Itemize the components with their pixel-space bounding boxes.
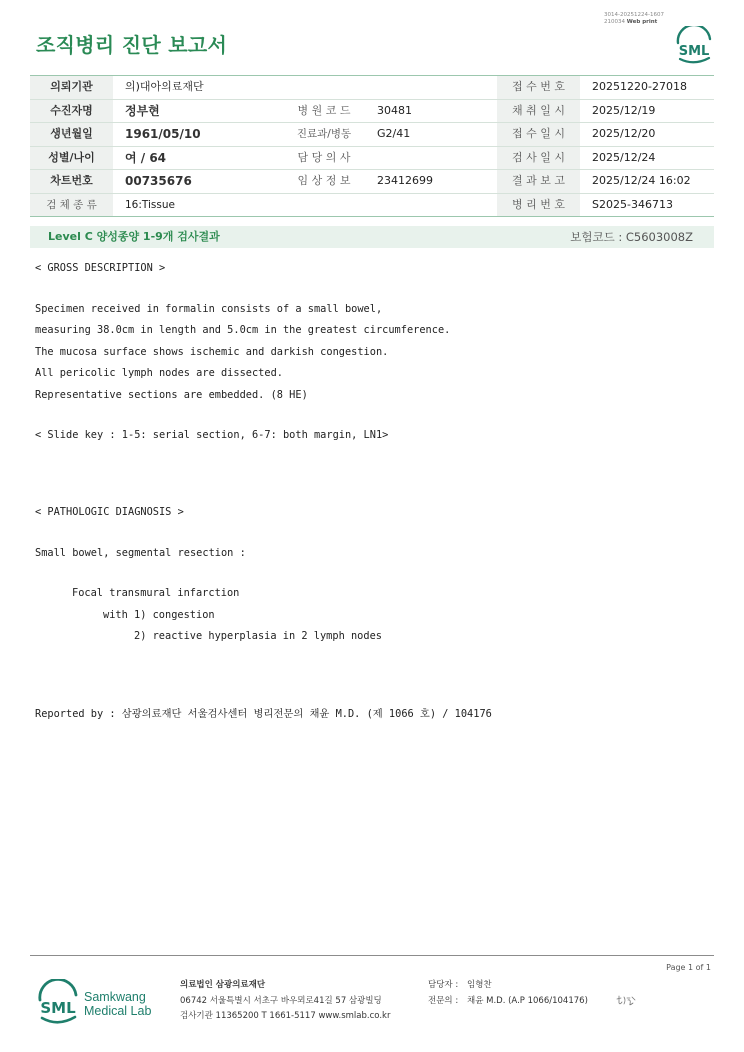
label-sex-age: 성별/나이 [30,147,113,170]
value-physician [365,147,497,170]
sml-footer-logo-icon [35,979,81,1027]
info-table [30,75,714,217]
sml-footer-logo-text: SML [40,999,76,1017]
value-received-date: 2025/12/20 [592,127,656,140]
brand-line-1: Samkwang [84,990,146,1004]
label-clinical-info: 임 상 정 보 [297,174,351,187]
label-requesting-org: 의뢰기관 [30,76,113,99]
value-accession-number: 20251220-27018 [592,80,687,93]
print-code: 210034 [604,19,625,25]
label-received-date: 접 수 일 시 [497,123,580,146]
gross-line: Representative sections are embedded. (8 HE) [35,389,308,401]
diagnosis-line: Focal transmural infarction [72,587,240,599]
gross-line: All pericolic lymph nodes are dissected. [35,367,283,379]
page-number: Page 1 of 1 [666,963,711,972]
label-specimen-type: 검 체 종 류 [30,194,113,217]
label-chart-number: 차트번호 [30,170,113,193]
test-name: Level C 양성종양 1-9개 검사결과 [48,230,220,243]
table-row [30,123,714,147]
label-patient-name: 수진자명 [30,100,113,123]
label-pathology-number: 병 리 번 호 [497,194,580,217]
gross-heading: < GROSS DESCRIPTION > [35,262,166,274]
gross-line: Specimen received in formalin consists of a small bowel, [35,303,383,315]
value-department-ward: G2/41 [377,127,411,140]
page-title: 조직병리 진단 보고서 [36,33,228,57]
table-row [30,76,714,100]
org-contact: 검사기관 11365200 T 1661-5117 www.smlab.co.kr [180,1011,391,1021]
print-id: 3014-20251224-1607 [604,12,664,18]
reported-by: Reported by : 삼광의료재단 서울검사센터 병리전문의 채윤 M.D. (제 1066 호) / 104176 [35,708,492,720]
specialist-name: 채윤 M.D. (A.P 1066/104176) [467,996,588,1006]
slide-key: < Slide key : 1-5: serial section, 6-7: both margin, LN1> [35,429,389,441]
value-test-date: 2025/12/24 [592,150,656,164]
sml-logo-icon [673,26,715,66]
value-pathology-number: S2025-346713 [592,197,673,211]
label-report-date: 결 과 보 고 [497,170,580,193]
table-row [30,147,714,171]
value-requesting-org: 의)대아의료재단 [125,80,204,93]
org-name: 의료법인 삼광의료재단 [180,980,266,990]
insurance-code: 보험코드 : C5603008Z [570,230,693,244]
specialist-label: 전문의 : [428,996,459,1006]
value-collection-date: 2025/12/19 [592,103,656,117]
label-hospital-code: 병 원 코 드 [297,103,351,117]
org-address: 06742 서울특별시 서초구 바우뫼로41길 57 삼광빌딩 [180,996,382,1006]
value-hospital-code: 30481 [377,103,412,117]
footer-divider [30,955,714,956]
gross-line: The mucosa surface shows ischemic and darkish congestion. [35,346,389,358]
table-row [30,170,714,194]
staff-label: 담당자 : [428,980,459,990]
label-birth-date: 생년월일 [30,123,113,146]
print-mode: Web print [626,19,658,25]
label-test-date: 검 사 일 시 [497,147,580,170]
label-physician: 담 당 의 사 [297,150,351,164]
label-collection-date: 채 취 일 시 [497,100,580,123]
value-patient-name: 정부현 [125,103,160,118]
label-department-ward: 진료과/병동 [296,128,352,140]
diagnosis-line: with 1) congestion [103,609,215,621]
table-row [30,100,714,124]
sml-logo-text: SML [678,44,710,59]
test-bar [30,226,714,248]
print-mode-line [604,19,657,26]
value-sex-age: 여 / 64 [125,150,167,165]
staff-name: 임형찬 [467,980,492,990]
diagnosis-heading: < PATHOLOGIC DIAGNOSIS > [35,506,184,518]
gross-line: measuring 38.0cm in length and 5.0cm in the greatest circumference. [35,324,451,336]
value-birth-date: 1961/05/10 [125,127,201,141]
diagnosis-line: 2) reactive hyperplasia in 2 lymph nodes [134,630,382,642]
diagnosis-site: Small bowel, segmental resection : [35,547,246,559]
brand-line-2: Medical Lab [84,1004,152,1018]
label-accession-number: 접 수 번 호 [497,76,580,99]
table-row [30,194,714,218]
value-clinical-info: 23412699 [377,174,433,187]
signature-icon [615,994,637,1008]
value-report-date: 2025/12/24 16:02 [592,174,691,187]
value-chart-number: 00735676 [125,174,192,188]
value-specimen-type: 16:Tissue [125,198,175,211]
